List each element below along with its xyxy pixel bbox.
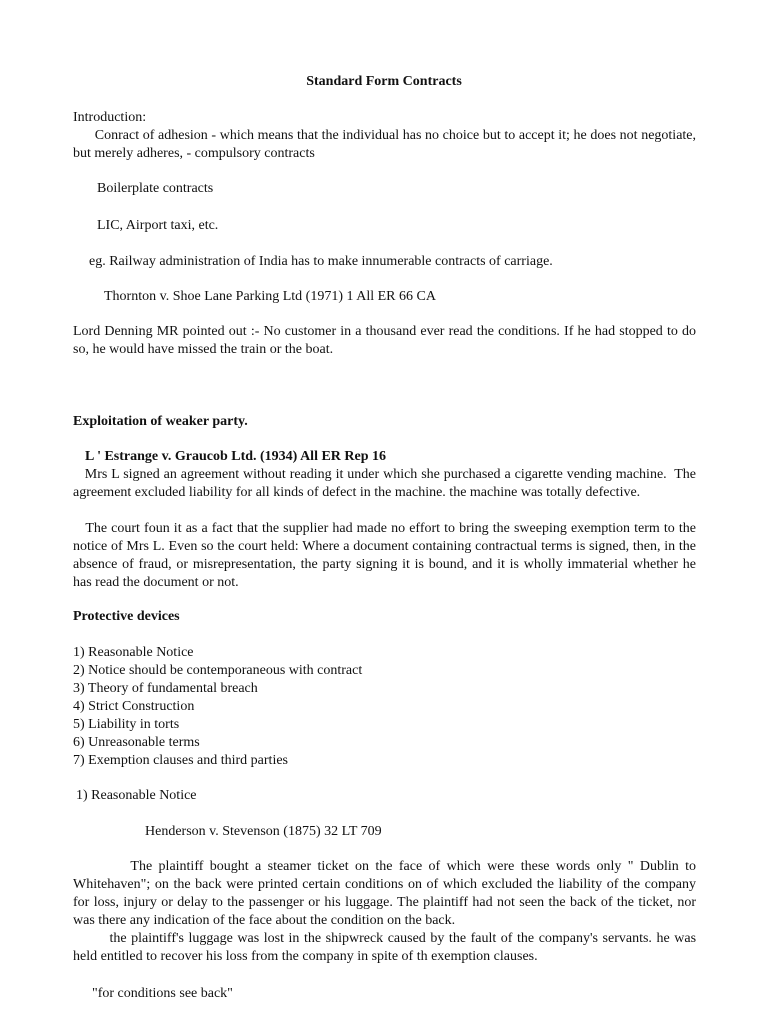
list-item: 6) Unreasonable terms (73, 735, 200, 750)
list-item: 1) Reasonable Notice (73, 645, 194, 660)
henderson-paragraph-2: the plaintiff's luggage was lost in the shipwreck caused by the fault of the company's servants. he was held entitled to recover his loss from the company in spite of th exemption clauses. (73, 931, 700, 964)
notice-heading: 1) Reasonable Notice (76, 788, 197, 803)
exploitation-heading: Exploitation of weaker party. (73, 414, 248, 429)
list-item: 7) Exemption clauses and third parties (73, 753, 288, 768)
page-title: Standard Form Contracts (306, 74, 462, 89)
eg-line: eg. Railway administration of India has to make innumerable contracts of carriage. (89, 254, 553, 269)
protective-list (73, 644, 362, 770)
denning-paragraph: Lord Denning MR pointed out :- No customer in a thousand ever read the conditions. If he had stopped to do so, he would have missed the train or the boat. (73, 324, 696, 357)
conditions-quote: "for conditions see back" (92, 986, 233, 1001)
estrange-paragraph-1: Mrs L signed an agreement without reading it under which she purchased a cigarette vending machine. The agreement excluded liability for all kinds of defect in the machine. the machine was totally defective. (73, 467, 700, 500)
protective-heading: Protective devices (73, 609, 180, 624)
estrange-case: L ' Estrange v. Graucob Ltd. (1934) All ER Rep 16 (85, 449, 387, 464)
boilerplate-line: Boilerplate contracts (97, 181, 214, 196)
henderson-case: Henderson v. Stevenson (1875) 32 LT 709 (145, 824, 382, 839)
intro-heading: Introduction: (73, 110, 147, 125)
list-item: 5) Liability in torts (73, 717, 180, 732)
thornton-case: Thornton v. Shoe Lane Parking Ltd (1971) 1 All ER 66 CA (104, 289, 436, 304)
list-item: 4) Strict Construction (73, 699, 195, 714)
list-item: 3) Theory of fundamental breach (73, 681, 258, 696)
henderson-paragraph-1: The plaintiff bought a steamer ticket on the face of which were these words only " Dublin to Whitehaven"; on the back were printed certain conditions on of which excluded the liability of the company for loss, injury or delay to the passenger or his luggage. The plaintiff had not seen the back of the ticket, nor was there any indication of the face about the condition on the back. (73, 859, 700, 928)
estrange-paragraph-2: The court foun it as a fact that the supplier had made no effort to bring the sweeping exemption term to the notice of Mrs L. Even so the court held: Where a document containing contractual terms is signed, then, in the absence of fraud, or misrepresentation, the party signing it is bound, and it is wholly immaterial whether he has read the document or not. (73, 521, 700, 590)
lic-line: LIC, Airport taxi, etc. (97, 218, 219, 233)
list-item: 2) Notice should be contemporaneous with contract (73, 663, 363, 678)
intro-paragraph: Conract of adhesion - which means that the individual has no choice but to accept it; he does not negotiate, but merely adheres, - compulsory contracts (73, 128, 700, 161)
